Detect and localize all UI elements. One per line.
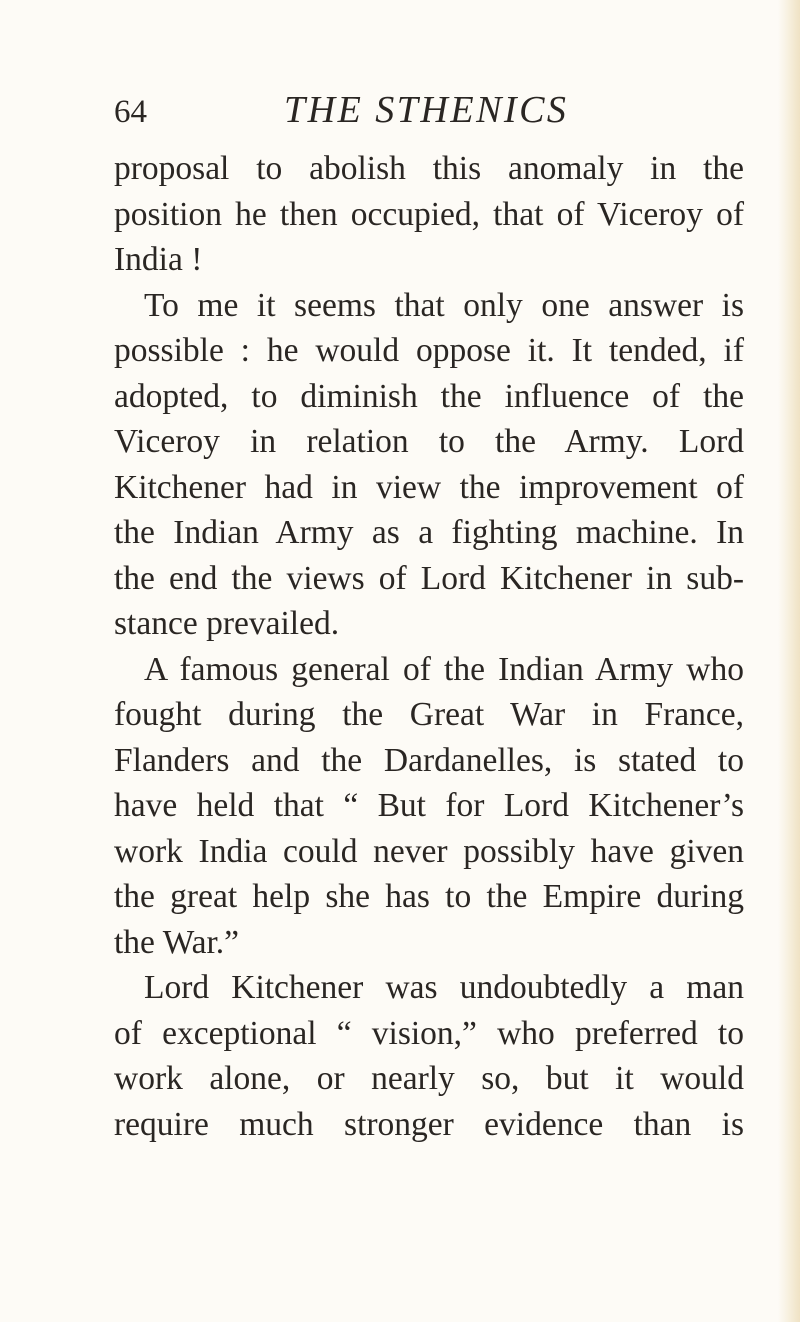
text-line: fought during the Great War in France,	[114, 696, 744, 733]
text-line: Lord Kitchener was undoubtedly a man	[144, 969, 744, 1006]
text-line: To me it seems that only one answer is	[144, 286, 744, 324]
running-title: THE STHENICS	[284, 89, 569, 131]
text-line: stance prevailed.	[114, 605, 340, 642]
text-line: work alone, or nearly so, but it would	[114, 1060, 744, 1097]
book-page	[114, 88, 744, 1147]
running-head	[114, 88, 744, 146]
text-line: the Indian Army as a fighting machine. In	[114, 514, 744, 551]
page-number: 64	[114, 94, 147, 130]
text-line: A famous general of the Indian Army who	[144, 650, 744, 688]
text-line: require much stronger evidence than is	[114, 1105, 744, 1143]
text-line: possible : he would oppose it. It tended, if	[114, 332, 744, 369]
text-line: have held that “ But for Lord Kitchener’s	[114, 787, 744, 824]
text-line: the War.”	[114, 923, 240, 961]
text-line: work India could never possibly have given	[114, 832, 744, 870]
text-line: proposal to abolish this anomaly in the	[114, 150, 744, 187]
text-line: India !	[114, 241, 203, 278]
page-edge-shadow	[778, 0, 800, 1322]
text-line: of exceptional “ vision,” who preferred to	[114, 1014, 744, 1052]
text-line: position he then occupied, that of Viceroy of	[114, 195, 744, 233]
text-line: adopted, to diminish the influence of the	[114, 377, 744, 415]
text-line: Viceroy in relation to the Army. Lord	[114, 423, 744, 460]
body-text	[114, 146, 744, 1147]
text-line: Kitchener had in view the improvement of	[114, 468, 744, 506]
text-line: Flanders and the Dardanelles, is stated to	[114, 741, 744, 779]
text-line: the end the views of Lord Kitchener in sub-	[114, 559, 744, 597]
text-line: the great help she has to the Empire during	[114, 878, 744, 915]
